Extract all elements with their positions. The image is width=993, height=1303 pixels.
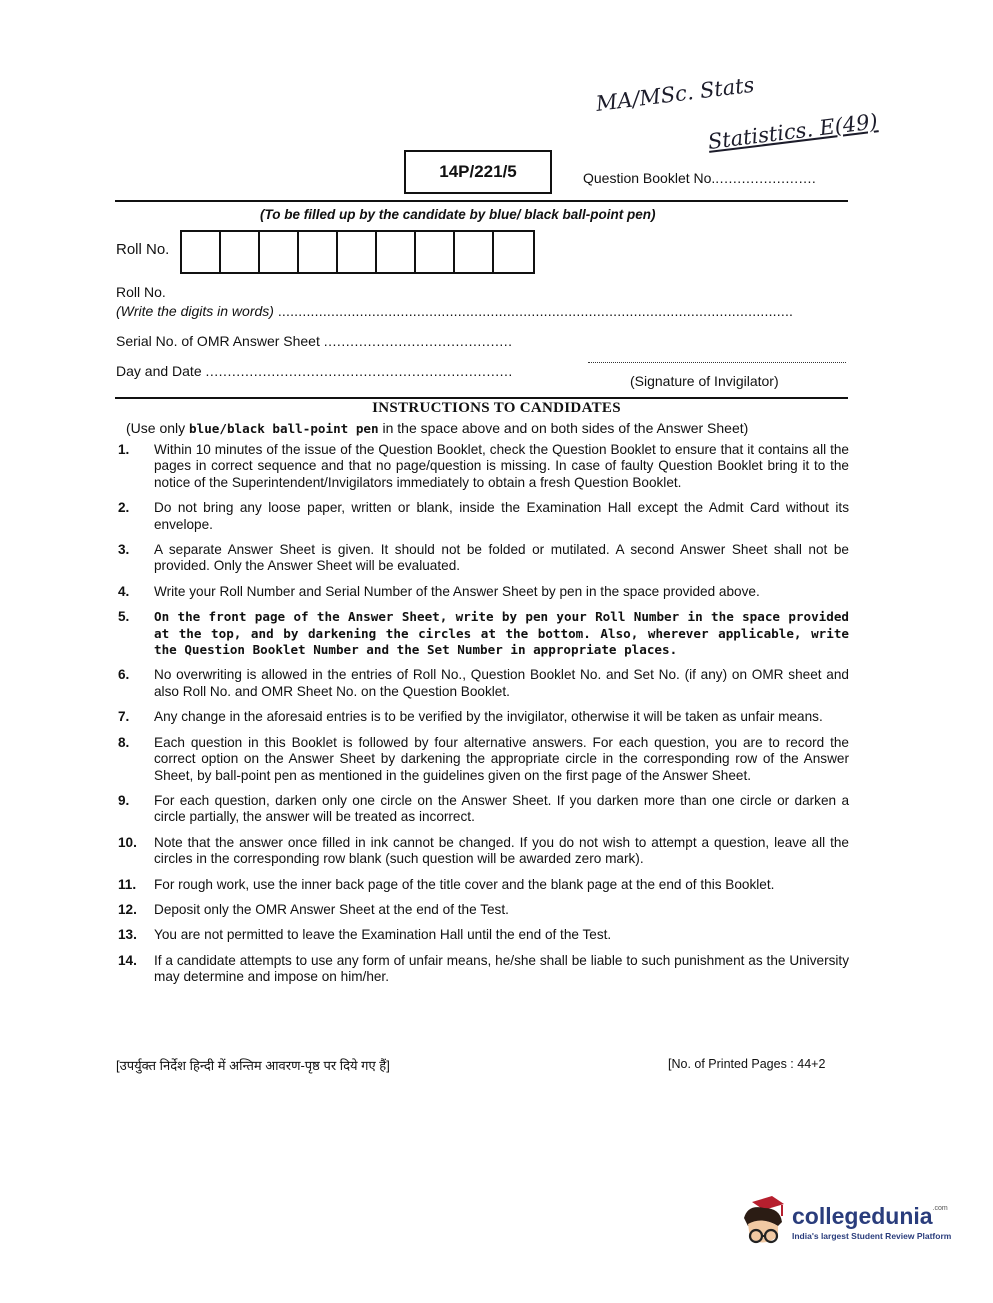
instructions-list	[118, 442, 849, 986]
signature-label: (Signature of Invigilator)	[630, 373, 779, 389]
question-booklet-field[interactable]: .......................	[715, 170, 817, 186]
paper-code-box: 14P/221/5	[404, 150, 552, 194]
roll-digit-box[interactable]	[455, 232, 494, 272]
instruction-item: 10. Note that the answer once filled in ink cannot be changed. If you do not wish to attempt a question, leave all the circles in the corresponding row blank (such question will be awarded zero mark).	[118, 834, 849, 867]
printed-pages-count: [No. of Printed Pages : 44+2	[668, 1057, 826, 1071]
instructions-subtitle: (Use only blue/black ball-point pen in the space above and on both sides of the Answer Sheet)	[126, 420, 749, 436]
mascot-icon	[738, 1196, 788, 1250]
instruction-item: 5. On the front page of the Answer Sheet, write by pen your Roll Number in the space provided at the top, and by darkening the circles at the bottom. Also, wherever applicable, write the Question Booklet Number and the Set Number in appropriate places.	[118, 609, 849, 658]
top-divider	[115, 200, 848, 202]
hindi-note: [उपर्युक्त निर्देश हिन्दी में अन्तिम आवरण-पृष्ठ पर दिये गए हैं]	[116, 1058, 390, 1073]
serial-row[interactable]	[116, 333, 513, 349]
instruction-item: 8. Each question in this Booklet is followed by four alternative answers. For each question, you are to record the correct option on the Answer Sheet by darkening the appropriate circle in the corresponding row of the Answer Sheet, by ball-point pen as mentioned in the guidelines given on the first page of the Answer Sheet.	[118, 734, 849, 783]
roll-words-hint: (Write the digits in words)	[116, 303, 274, 319]
instructions-divider	[115, 397, 848, 399]
serial-field[interactable]: ...........................................	[323, 333, 513, 349]
instruction-item: 1. Within 10 minutes of the issue of the Question Booklet, check the Question Booklet to ensure that it contains all the pages in correct sequence and that no page/question is missing. In case of faulty Question Booklet bring it to the notice of the Superintendent/Invigilators immediately to obtain a fresh Question Booklet.	[118, 442, 849, 490]
fill-instruction-note: (To be filled up by the candidate by blue/ black ball-point pen)	[260, 207, 656, 222]
logo-tagline: India's largest Student Review Platform	[792, 1231, 952, 1242]
instructions-title: INSTRUCTIONS TO CANDIDATES	[372, 400, 621, 416]
instruction-item: 13. You are not permitted to leave the Examination Hall until the end of the Test.	[118, 927, 612, 943]
instruction-item: 2. Do not bring any loose paper, written or blank, inside the Examination Hall except the Admit Card without its envelope.	[118, 500, 849, 532]
roll-words-label: Roll No.	[116, 284, 166, 300]
instruction-item: 9. For each question, darken only one circle on the Answer Sheet. If you darken more than one circle or darken a circle partially, the answer will be treated as incorrect.	[118, 792, 849, 825]
roll-words-field[interactable]: ..............................................................................................................................	[277, 303, 794, 319]
instruction-item: 14. If a candidate attempts to use any form of unfair means, he/she shall be liable to such punishment as the University may determine and impose on him/her.	[118, 952, 849, 985]
roll-digit-box[interactable]	[182, 232, 221, 272]
collegedunia-logo[interactable]	[738, 1196, 951, 1250]
roll-digit-box[interactable]	[260, 232, 299, 272]
roll-digit-box[interactable]	[338, 232, 377, 272]
instruction-item: 12. Deposit only the OMR Answer Sheet at the end of the Test.	[118, 901, 509, 917]
roll-digit-box[interactable]	[221, 232, 260, 272]
roll-digit-box[interactable]	[299, 232, 338, 272]
date-label: Day and Date	[116, 363, 202, 379]
roll-number-boxes[interactable]	[180, 230, 535, 274]
logo-com: .com	[932, 1205, 948, 1213]
question-booklet-label: Question Booklet No.	[583, 170, 716, 186]
roll-digit-box[interactable]	[377, 232, 416, 272]
instruction-item: 4. Write your Roll Number and Serial Number of the Answer Sheet by pen in the space provided above.	[118, 583, 760, 599]
logo-name: collegedunia	[792, 1203, 933, 1230]
instruction-item: 3. A separate Answer Sheet is given. It should not be folded or mutilated. A second Answer Sheet shall not be provided. Only the Answer Sheet will be evaluated.	[118, 542, 849, 574]
signature-line[interactable]	[588, 362, 846, 363]
instruction-item: 11. For rough work, use the inner back page of the title cover and the blank page at the end of this Booklet.	[118, 876, 775, 892]
date-row[interactable]	[116, 363, 513, 379]
date-field[interactable]: ......................................................................	[205, 363, 513, 379]
instruction-item: 6. No overwriting is allowed in the entries of Roll No., Question Booklet No. and Set No. (if any) on OMR sheet and also Roll No. and OMR Sheet No. on the Question Booklet.	[118, 667, 849, 699]
roll-digit-box[interactable]	[416, 232, 455, 272]
serial-label: Serial No. of OMR Answer Sheet	[116, 333, 320, 349]
roll-no-label: Roll No.	[116, 241, 170, 258]
roll-words-row[interactable]	[116, 303, 793, 319]
roll-digit-box[interactable]	[494, 232, 533, 272]
question-booklet-number[interactable]	[583, 170, 816, 186]
handwritten-note-line2: Statistics. E(49)	[706, 109, 879, 154]
handwritten-note-line1: MA/MSc. Stats	[594, 72, 756, 116]
instruction-item: 7. Any change in the aforesaid entries is to be verified by the invigilator, otherwise it will be taken as unfair means.	[118, 709, 823, 725]
